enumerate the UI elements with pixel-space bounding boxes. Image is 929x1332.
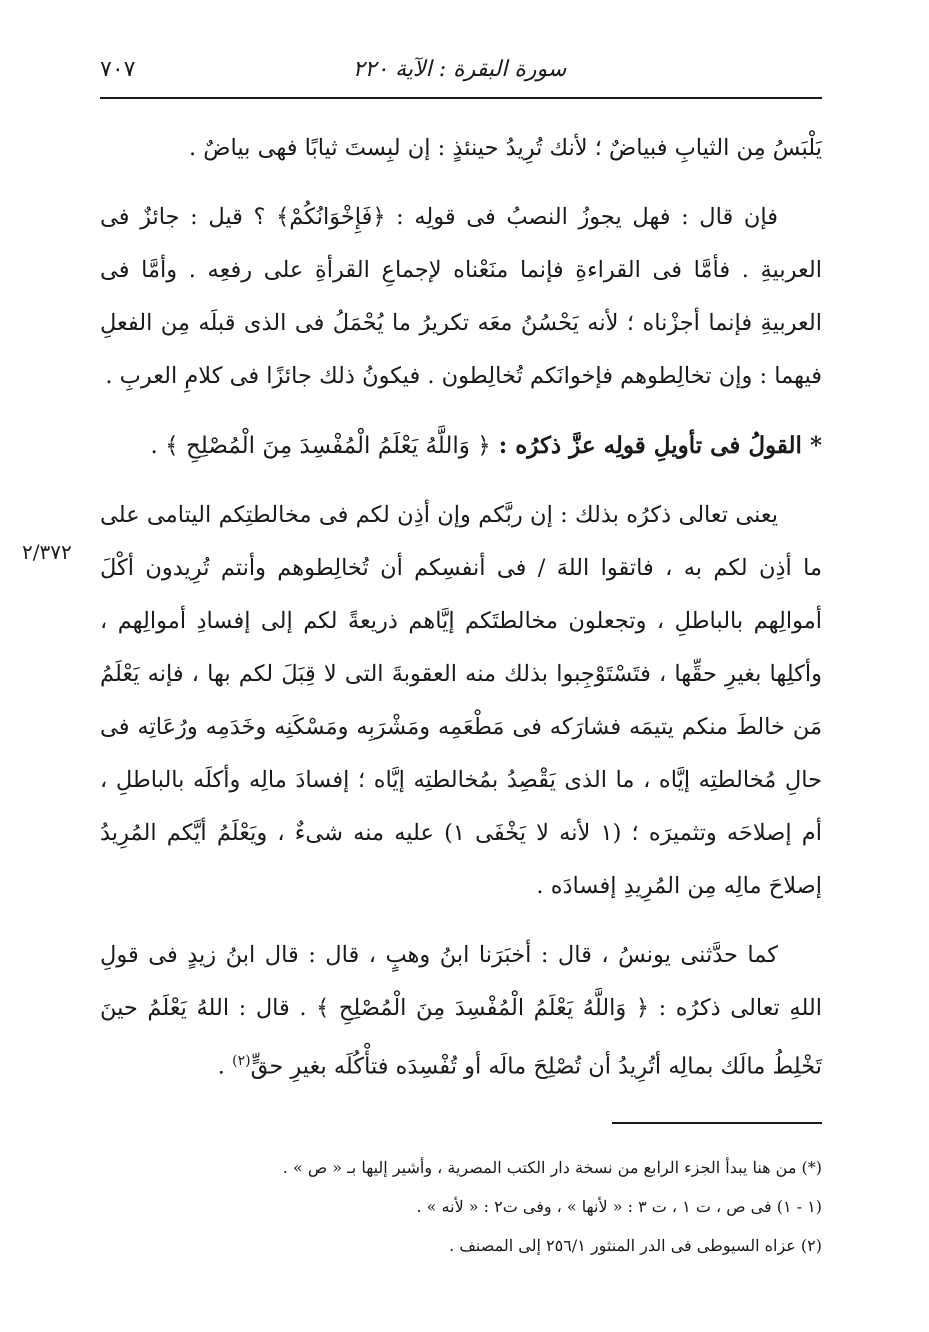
heading-asterisk: * [809,432,822,459]
heading-quran-verse: ﴿ وَاللَّهُ يَعْلَمُ الْمُفْسِدَ مِنَ الْمُصْلِحِ ﴾ . [150,433,491,459]
paragraph-tafsir: يعنى تعالى ذكرُه بذلك : إن ربَّكم وإن أذِن لكم فى مخالطتِكم اليتامى على ما أذِن لكم به ، فاتقوا اللهَ / فى أنفسِكم أن تُخالِطوهم وأنتم تُرِيدون أكْلَ أموالِهم بالباطلِ ، وتجعلون مخالطتَكم إيَّاهم ذريعةً لكم إلى إفسادِ أموالِهم ، وأكلِها بغيرِ حقِّها ، فتَسْتَوْجِبوا بذلك منه العقوبةَ التى لا قِبَلَ لكم بها ، فإنه يَعْلَمُ مَن خالطَ منكم يتيمَه فشارَكه فى مَطْعَمِه ومَشْرَبِه ومَسْكَنِه وخَدَمِه ورُعَاتِه فى حالِ مُخالطتِه إيَّاه ، ما الذى يَقْصِدُ بمُخالطتِه إيَّاه ؛ إفسادَ مالِه وأكلَه بالباطلِ ، أم إصلاحَه وتثميرَه ؛ (١ لأنه لا يَخْفَى ١) عليه منه شىءٌ ، ويَعْلَمُ أيَّكم المُرِيدُ إصلاحَ مالِه مِن المُرِيدِ إفسادَه . [100,502,822,899]
header-rule [100,97,822,99]
footnote-2: (٢) عزاه السيوطى فى الدر المنثور ٢٥٦/١ إلى المصنف . [449,1236,822,1255]
paragraph-grammar: فإن قال : فهل يجوزُ النصبُ فى قولِه : ﴿فَإِخْوَانُكُمْ﴾ ؟ قيل : جائزٌ فى العربيةِ . فأمَّا فى القراءةِ فإنما منَعْناه لإجماعِ القرأةِ على رفعِه . وأمَّا فى العربيةِ فإنما أجزْناه ؛ لأنه يَحْسُنُ معَه تكريرُ ما يُحْمَلُ فى الذى قبلَه مِن الفعلِ فيهما : وإن تخالِطوهم فإخوانَكم تُخالِطون . فيكونُ ذلك جائزًا فى كلامِ العربِ . [100,204,822,389]
footnote-rule [612,1122,822,1124]
paragraph-hadith [100,929,822,1094]
running-header [100,55,819,91]
footnote-1: (١ - ١) فى ص ، ت ١ ، ت ٣ : « لأنها » ، وفى ت٢ : « لأنه » . [416,1197,822,1216]
section-heading [100,419,822,473]
paragraph-continuation: يَلْبَسُ مِن الثيابِ فبياضٌ ؛ لأنك تُرِيدُ حينئذٍ : إن لبِستَ ثيابًا فهى بياضٌ . [189,135,822,161]
footnote-star: (*) من هنا يبدأ الجزء الرابع من نسخة دار الكتب المصرية ، وأشير إليها بـ « ص » . [282,1158,822,1177]
main-text [100,122,822,1110]
heading-text: القولُ فى تأويلِ قولِه عزَّ ذكرُه : [498,432,802,459]
hadith-end: . [217,1053,233,1080]
footnotes [100,1148,822,1265]
margin-reference: ٢/٣٧٢ [22,540,72,564]
page-number: ٧٠٧ [100,57,136,82]
hadith-text: كما حدَّثنى يونسُ ، قال : أخبَرَنا ابنُ وهبٍ ، قال : قال ابنُ زيدٍ فى قولِ اللهِ تعالى ذكرُه : ﴿ وَاللَّهُ يَعْلَمُ الْمُفْسِدَ مِنَ الْمُصْلِحِ ﴾ . قال : اللهُ يَعْلَمُ حينَ تَخْلِطُ مالَك بمالِه أتُرِيدُ أن تُصْلِحَ مالَه أو تُفْسِدَه فتأْكُلَه بغيرِ حقٍّ [100,942,822,1080]
footnote-marker: (٢) [232,1053,251,1069]
running-title: سورة البقرة : الآية ٢٢٠ [352,57,567,82]
